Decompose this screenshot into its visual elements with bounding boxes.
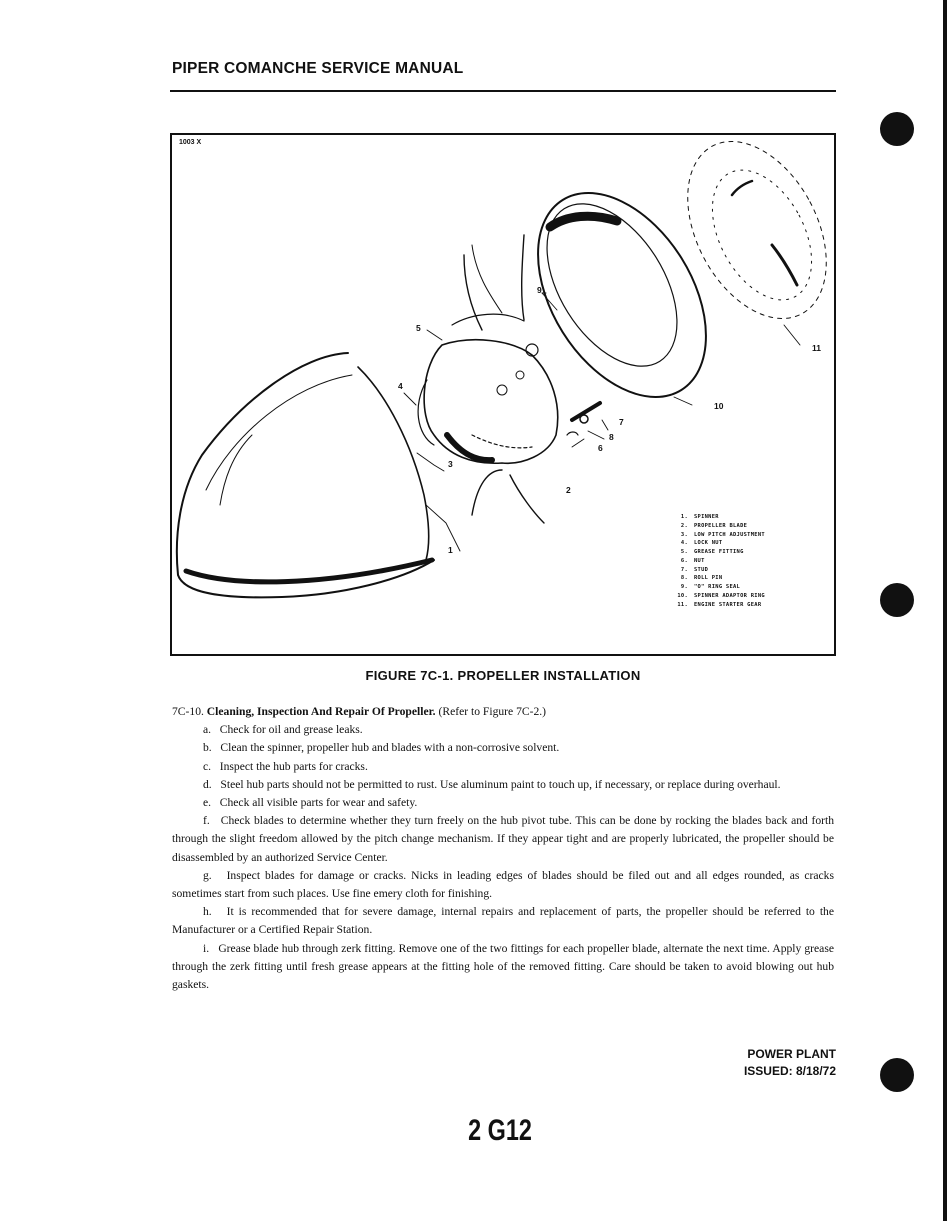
section-heading: Cleaning, Inspection And Repair Of Propeller. xyxy=(206,705,436,718)
spinner-outline xyxy=(177,353,434,597)
legend-item: 3. LOW PITCH ADJUSTMENT xyxy=(680,531,765,538)
list-item: g. Inspect blades for damage or cracks. Nicks in leading edges of blades should be filed out and all edges rounded, as cracks sometimes start from such places. Use fine emery cloth for finishing. xyxy=(172,868,834,901)
parts-legend xyxy=(676,513,836,609)
adaptor-ring-outer xyxy=(503,163,740,427)
list-item: d. Steel hub parts should not be permitted to rust. Use aluminum paint to touch up, if necessary, or replace during overhaul. xyxy=(203,777,781,791)
legend-item: 10. SPINNER ADAPTOR RING xyxy=(677,592,765,599)
legend-item: 1. SPINNER xyxy=(680,514,719,520)
callout-7: 7 xyxy=(619,417,624,427)
figure-caption: FIGURE 7C-1. PROPELLER INSTALLATION xyxy=(365,668,641,683)
callout-11: 11 xyxy=(812,343,821,353)
section-body xyxy=(172,703,834,994)
page-number: 2 G12 xyxy=(468,1114,532,1147)
legend-item: 4. LOCK NUT xyxy=(680,540,723,547)
list-item: a. Check for oil and grease leaks. xyxy=(203,723,363,737)
callout-9: 9 xyxy=(537,285,542,295)
legend-item: 2. PROPELLER BLADE xyxy=(680,522,748,529)
binder-hole-bottom xyxy=(880,1058,914,1092)
callout-3: 3 xyxy=(448,459,453,469)
legend-item: 9. "O" RING SEAL xyxy=(680,584,741,590)
legend-item: 7. STUD xyxy=(680,566,709,573)
list-item: h. It is recommended that for severe damage, internal repairs and replacement of parts, the propeller should be referred to the Manufacturer or a Certified Repair Station. xyxy=(172,905,834,937)
list-item: i. Grease blade hub through zerk fitting. Remove one of the two fittings for each propeller blade, alternate the next time. Apply grease through the zerk fitting until fresh grease appears at the fitting hole of the removed fitting. Care should be taken to avoid blowing out hub gaskets. xyxy=(172,941,834,992)
section-number: 7C-10. xyxy=(172,705,204,718)
legend-item: 11. ENGINE STARTER GEAR xyxy=(677,601,762,608)
list-item: e. Check all visible parts for wear and safety. xyxy=(203,796,418,810)
starter-gear-ring xyxy=(659,135,834,342)
callout-4: 4 xyxy=(398,381,403,391)
callout-2: 2 xyxy=(566,485,571,495)
callout-5: 5 xyxy=(416,323,421,333)
callout-1: 1 xyxy=(448,545,453,555)
legend-item: 6. NUT xyxy=(680,557,705,564)
manual-title: PIPER COMANCHE SERVICE MANUAL xyxy=(172,60,464,77)
section-reference: (Refer to Figure 7C-2.) xyxy=(438,705,547,718)
list-item: c. Inspect the hub parts for cracks. xyxy=(203,759,368,773)
list-item: b. Clean the spinner, propeller hub and blades with a non-corrosive solvent. xyxy=(203,741,560,755)
list-item: f. Check blades to determine whether they turn freely on the hub pivot tube. This can be done by rocking the blades back and forth through the slight freedom allowed by the pitch change mechanism. If they appear tight and are properly lubricated, the propeller should be disassembled by an authorized Service Center. xyxy=(172,814,834,864)
callout-10: 10 xyxy=(714,401,724,411)
callout-8: 8 xyxy=(609,432,614,442)
binder-hole-top xyxy=(880,112,914,146)
page-edge xyxy=(943,0,947,1221)
footer-issued-date: ISSUED: 8/18/72 xyxy=(743,1064,836,1078)
header-rule xyxy=(170,90,836,92)
figure-id: 1003 X xyxy=(179,139,202,146)
binder-hole-middle xyxy=(880,583,914,617)
propeller-blade-lower xyxy=(472,470,502,515)
footer-section-info xyxy=(640,1046,836,1080)
section-heading-line xyxy=(172,703,834,721)
footer-section: POWER PLANT xyxy=(747,1047,836,1061)
propeller-hub xyxy=(424,340,558,463)
callout-6: 6 xyxy=(598,443,603,453)
legend-item: 5. GREASE FITTING xyxy=(680,549,744,555)
legend-item: 8. ROLL PIN xyxy=(680,575,723,582)
